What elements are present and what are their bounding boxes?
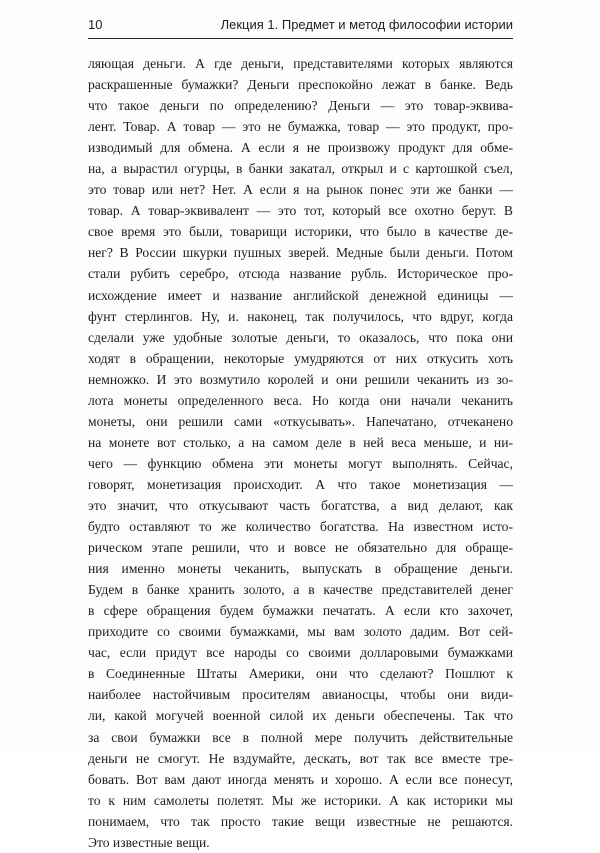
text-line: ли, какой могучей военной силой их деньги обеспечены. Так что: [88, 708, 513, 724]
text-line: понимаем, что так просто такие вещи известные не решаются.: [88, 813, 513, 829]
text-line: что такое деньги по определению? Деньги — это товар-эквива-: [88, 98, 513, 114]
text-line: это товар или нет? Нет. А если я на рынок понес эти же банки —: [88, 182, 513, 198]
text-line: на монете вот столько, а на самом деле в ней веса меньше, и ни-: [88, 434, 513, 450]
text-line: то к ним самолеты полетят. Мы же историки. А как историки мы: [88, 792, 513, 808]
text-line: товар. А товар-эквивалент — это тот, который все охотно берут. В: [88, 203, 513, 219]
text-line: фунт стерлингов. Ну, и. наконец, так получилось, что вдруг, когда: [88, 308, 513, 324]
text-line: Это известные вещи.: [88, 834, 210, 850]
text-line: лент. Товар. А товар — это не бумажка, товар — это продукт, про-: [88, 119, 513, 135]
page-number: 10: [88, 17, 103, 32]
text-line: ния именно монеты чеканить, выпускать в обращение деньги.: [88, 561, 513, 577]
text-line: деньги не смогут. Не вздумайте, дескать, вот так все вместе тре-: [88, 750, 513, 766]
text-line: на, а вырастил огурцы, в банки закатал, открыл и с картошкой съел,: [88, 161, 513, 177]
text-line: бовать. Вот вам дают иногда менять и хорошо. А если все понесут,: [88, 771, 513, 787]
text-line: сделали уже удобные золотые деньги, то оказалось, что пока они: [88, 329, 513, 345]
text-line: раскрашенные бумажки? Деньги преспокойно лежат в банке. Ведь: [88, 77, 513, 93]
text-line: приходите со своими бумажками, мы вам золото дадим. Вот сей-: [88, 624, 513, 640]
text-line: ляющая деньги. А где деньги, представителями которых являются: [88, 56, 513, 71]
text-line: будто оставляют то же количество богатства. На известном исто-: [88, 519, 513, 535]
text-line: за свои бумажки все в полной мере получить действительные: [88, 729, 513, 745]
text-line: в сфере обращения будем бумажки печатать. А если кто захочет,: [88, 603, 513, 619]
running-title: Лекция 1. Предмет и метод философии истории: [220, 17, 513, 32]
text-line: ходят в обращении, некоторые умудряются от них откусить хоть: [88, 350, 513, 366]
text-line: монеты, они решили сами «откусывать». Напечатано, отчеканено: [88, 413, 513, 429]
text-line: Будем в банке хранить золото, а в качестве представителей денег: [88, 582, 513, 598]
text-line: немножко. И это возмутило королей и они решили чеканить из зо-: [88, 371, 513, 387]
text-line: это значит, что откусывают часть богатства, а вид делают, как: [88, 497, 513, 513]
text-line: рическом этапе решили, что и вовсе не обязательно для обраще-: [88, 540, 513, 556]
text-line: изводимый для обмена. А если я не произвожу продукт для обме-: [88, 140, 513, 156]
text-line: свое время это были, товарищи историки, что было в качестве де-: [88, 224, 513, 240]
text-line: говорят, монетизация происходит. А что такое монетизация —: [88, 476, 513, 492]
text-line: наиболее настойчивым просителям авианосцы, чтобы они види-: [88, 687, 513, 703]
text-line: стали рубить серебро, отсюда название рубль. Историческое про-: [88, 266, 513, 282]
running-header: [88, 14, 513, 39]
text-line: исхождение имеет и название английской денежной единицы —: [88, 287, 513, 303]
text-line: лота монеты определенного веса. Но когда они начали чеканить: [88, 392, 513, 408]
text-line: час, если придут все народы со своими долларовыми бумажками: [88, 645, 513, 661]
body-text: [88, 53, 513, 853]
text-line: чего — функцию обмена эти монеты могут выполнять. Сейчас,: [88, 455, 513, 471]
text-line: в Соединенные Штаты Америки, они что сделают? Пошлют к: [88, 666, 513, 682]
text-line: нег? В России шкурки пушных зверей. Медные были деньги. Потом: [88, 245, 513, 261]
